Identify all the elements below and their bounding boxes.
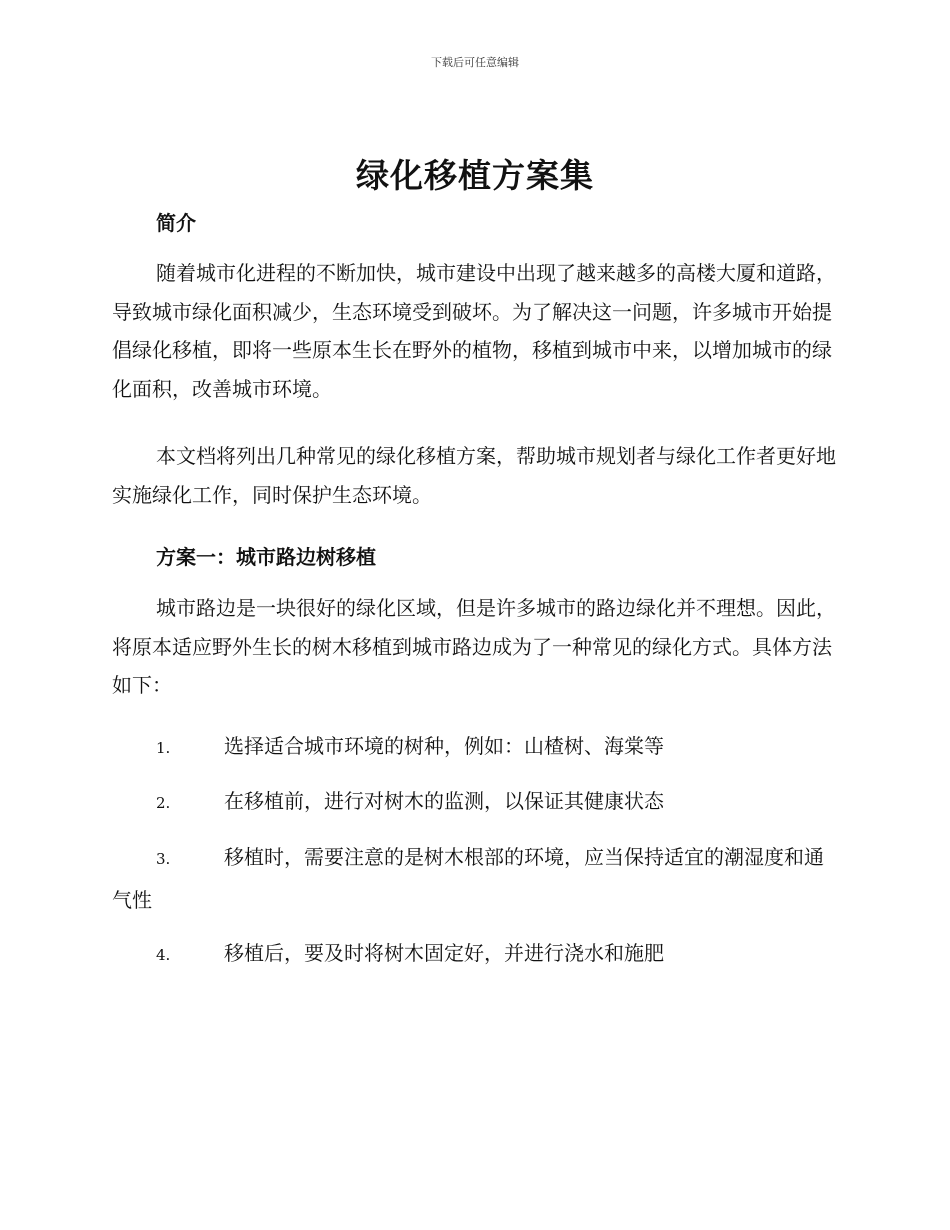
list-text: 移植时，需要注意的是树木根部的环境，应当保持适宜的潮湿度和通气性 [112, 845, 824, 912]
list-item [112, 837, 837, 921]
section-heading-intro: 简介 [156, 211, 196, 235]
document-title: 绿化移植方案集 [356, 156, 594, 195]
section-heading-plan-1: 方案一：城市路边树移植 [156, 545, 376, 569]
list-text: 移植后，要及时将树木固定好，并进行浇水和施肥 [224, 941, 664, 965]
header-note: 下载后可任意编辑 [431, 56, 519, 69]
list-number: 1. [156, 739, 171, 757]
intro-paragraph-1: 随着城市化进程的不断加快，城市建设中出现了越来越多的高楼大厦和道路，导致城市绿化面积减少，生态环境受到破坏。为了解决这一问题，许多城市开始提倡绿化移植，即将一些原本生长在野外的植物，移植到城市中来，以增加城市的绿化面积，改善城市环境。 [112, 261, 836, 401]
list-item [112, 933, 837, 976]
list-number: 4. [156, 946, 171, 964]
list-text: 在移植前，进行对树木的监测，以保证其健康状态 [224, 789, 664, 813]
list-item [112, 781, 837, 824]
list-item [112, 726, 837, 769]
list-text: 选择适合城市环境的树种，例如：山楂树、海棠等 [224, 734, 664, 758]
list-number: 2. [156, 794, 171, 812]
intro-paragraph-2: 本文档将列出几种常见的绿化移植方案，帮助城市规划者与绿化工作者更好地实施绿化工作，同时保护生态环境。 [112, 444, 836, 507]
plan-1-paragraph: 城市路边是一块很好的绿化区域，但是许多城市的路边绿化并不理想。因此，将原本适应野外生长的树木移植到城市路边成为了一种常见的绿化方式。具体方法如下： [112, 596, 836, 697]
list-number: 3. [156, 850, 171, 868]
